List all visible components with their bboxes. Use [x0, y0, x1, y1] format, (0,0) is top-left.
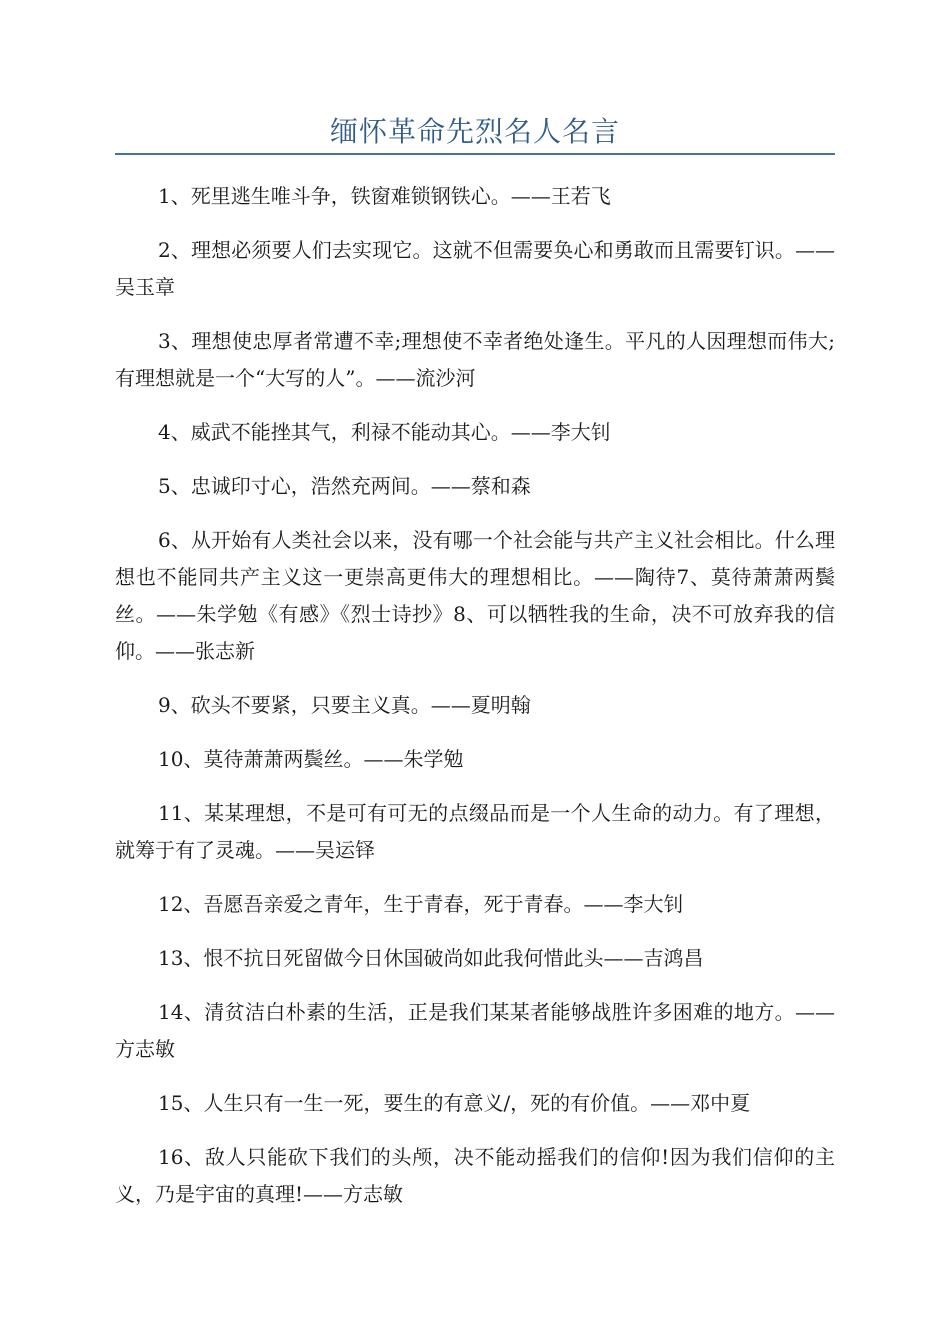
document-body — [115, 178, 835, 1230]
quote-paragraph: 16、敌人只能砍下我们的头颅，决不能动摇我们的信仰!因为我们信仰的主义，乃是宇宙的真理!——方志敏 — [115, 1145, 835, 1206]
quote-paragraph: 15、人生只有一生一死，要生的有意义/，死的有价值。——邓中夏 — [158, 1091, 751, 1115]
quote-paragraph: 6、从开始有人类社会以来，没有哪一个社会能与共产主义社会相比。什么理想也不能同共产主义这一更崇高更伟大的理想相比。——陶待7、莫待萧萧两鬓丝。——朱学勉《有感》《烈士诗抄》8、可以牺牲我的生命，决不可放弃我的信仰。——张志新 — [115, 528, 835, 663]
quote-paragraph: 12、吾愿吾亲爱之青年，生于青春，死于青春。——李大钊 — [158, 892, 684, 916]
quote-paragraph: 10、莫待萧萧两鬓丝。——朱学勉 — [158, 747, 464, 771]
quote-paragraph: 3、理想使忠厚者常遭不幸;理想使不幸者绝处逢生。平凡的人因理想而伟大;有理想就是一个“大写的人”。——流沙河 — [115, 329, 835, 390]
document-title: 缅怀革命先烈名人名言 — [329, 115, 620, 148]
quote-paragraph: 9、砍头不要紧，只要主义真。——夏明翰 — [158, 693, 531, 717]
quote-paragraph: 13、恨不抗日死留做今日休国破尚如此我何惜此头——吉鸿昌 — [158, 946, 704, 970]
quote-paragraph: 11、某某理想，不是可有可无的点缀品而是一个人生命的动力。有了理想，就筹于有了灵魂。——吴运铎 — [115, 801, 835, 862]
quote-paragraph: 4、威武不能挫其气，利禄不能动其心。——李大钊 — [158, 420, 611, 444]
quote-paragraph: 1、死里逃生唯斗争，铁窗难锁钢铁心。——王若飞 — [158, 184, 611, 208]
quote-paragraph: 5、忠诚印寸心，浩然充两间。——蔡和森 — [158, 474, 531, 498]
quote-paragraph: 2、理想必须要人们去实现它。这就不但需要奂心和勇敢而且需要钉识。——吴玉章 — [115, 238, 835, 299]
title-underline — [115, 153, 835, 155]
quote-paragraph: 14、清贫洁白朴素的生活，正是我们某某者能够战胜许多困难的地方。——方志敏 — [115, 1000, 835, 1061]
